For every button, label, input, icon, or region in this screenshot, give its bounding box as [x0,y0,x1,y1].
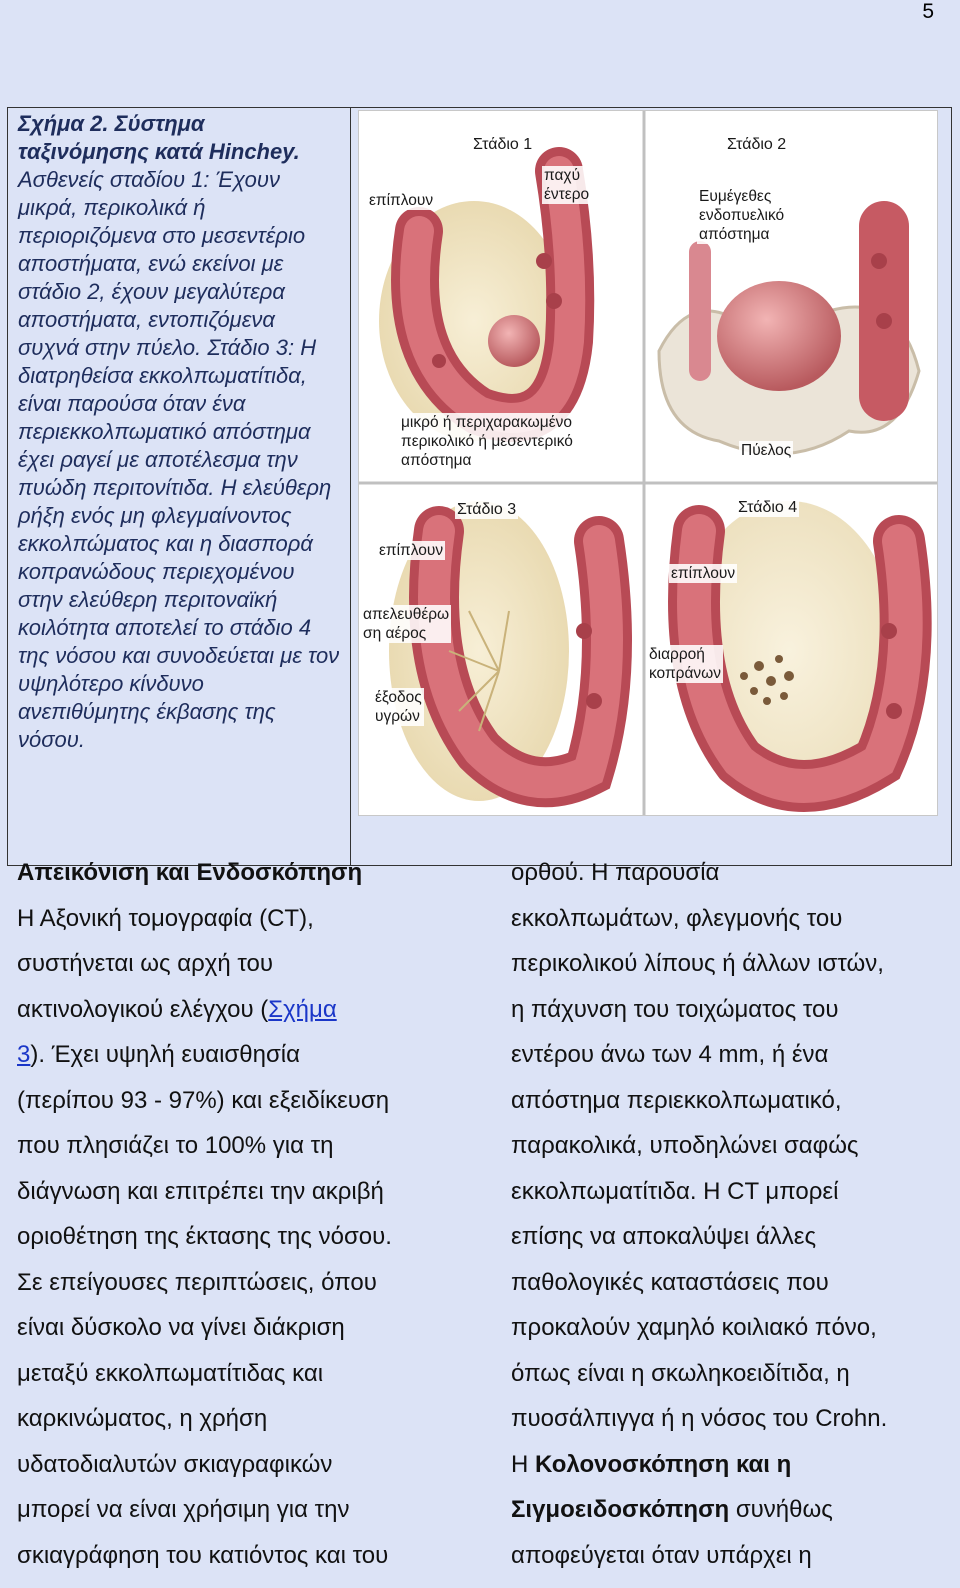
hinchey-illustration [358,110,938,816]
omentum-label: επίπλουν [369,192,434,209]
feces-leak-label: διαρροή κοπράνων [649,646,722,682]
text-line: απόστημα περιεκκολπωματικό, [511,1086,842,1114]
text-line: αποφεύγεται όταν υπάρχει η [511,1541,812,1569]
text-line: οριοθέτηση της έκτασης της νόσου. [17,1223,392,1250]
text-line: Η Αξονική τομογραφία (CT), [17,904,314,932]
text-line: καρκινώματος, η χρήση [17,1405,268,1432]
text-line: όπως είναι η σκωληκοειδίτιδα, η [511,1359,850,1387]
text-line: μπορεί να είναι χρήσιμη για την [17,1496,350,1523]
text-line: μεταξύ εκκολπωματίτιδας και [17,1359,324,1387]
text-segment: συνήθως [729,1496,833,1523]
text-segment: ακτινολογικού ελέγχου ( [17,995,269,1023]
bold-term: Σιγμοειδοσκόπηση [511,1496,730,1523]
text-line: υδατοδιαλυτών σκιαγραφικών [17,1450,333,1478]
text-line: είναι δύσκολο να γίνει διάκριση [17,1314,345,1341]
text-line: περικολικού λίπους ή άλλων ιστών, [511,950,884,977]
text-line: εκκολπωμάτων, φλεγμονής του [511,904,843,932]
text-line: η πάχυνση του τοιχώματος του [511,995,839,1023]
page-number: 5 [922,0,934,23]
text-line: σκιαγράφηση του κατιόντος και του [17,1541,389,1569]
fluid-exit-label: έξοδος υγρών [375,689,422,725]
figure-3-link[interactable]: Σχήμα [268,995,337,1023]
text-line: Σε επείγουσες περιπτώσεις, όπου [17,1268,377,1296]
left-column [17,850,392,1578]
stage2-label: Στάδιο 2 [727,136,787,153]
text-line: διάγνωση και επιτρέπει την ακριβή [17,1177,384,1205]
figure-caption [18,110,340,754]
text-line: παθολογικές καταστάσεις που [511,1268,829,1296]
text-line [17,987,392,1033]
text-segment: Η [511,1450,535,1478]
stage3-label: Στάδιο 3 [457,501,517,518]
omentum-label: επίπλουν [671,565,736,582]
text-line: εκκολπωματίτιδα. Η CT μπορεί [511,1177,839,1205]
text-line: συστήνεται ως αρχή του [17,950,274,977]
colon-label: παχύ έντερο [544,167,590,203]
small-abscess-label: μικρό ή περιχαρακωμένο περικολικό ή μεσεντερικό απόστημα [401,414,573,469]
text-line [511,1442,887,1488]
text-line: ορθού. Η παρουσία [511,859,720,886]
text-line [17,1032,392,1078]
large-abscess-label: Ευμέγεθες ενδοπυελικό απόστημα [699,188,785,243]
table-divider [350,108,351,865]
free-air-label: απελευθέρω ση αέρος [363,606,450,642]
text-line: παρακολικά, υποδηλώνει σαφώς [511,1132,859,1159]
bold-term: Κολονοσκόπηση και η [535,1450,792,1478]
omentum-label: επίπλουν [379,542,444,559]
right-column [511,850,887,1578]
caption-text: Ασθενείς σταδίου 1: Έχουν μικρά, περικολικά ή περιοριζόμενα στο μεσεντέριο αποστήματα, ενώ εκείνοι με στάδιο 2, έχουν μεγαλύτερα αποστήματα, εντοπιζόμενα συχνά στην πύελο. Στάδιο 3: Η διατρηθείσα εκκολπωματίτιδα, είναι παρούσα όταν ένα περιεκκολπωματικό απόστημα έχει ραγεί με αποτέλεσμα την πυώδη περιτονίτιδα. Η ελεύθερη ρήξη ενός μη φλεγμαίνοντος εκκολπώματος και η διασπορά κοπρανώδους περιεχομένου στην ελεύθερη περιτοναϊκή κοιλότητα αποτελεί το στάδιο 4 της νόσου και συνοδεύεται με τον υψηλότερο κίνδυνο ανεπιθύμητης έκβασης της νόσου. [18,167,340,752]
text-line: πυοσάλπιγγα ή η νόσος του Crohn. [511,1405,888,1432]
stage1-panel [379,171,570,441]
text-segment: ). Έχει υψηλή ευαισθησία [30,1041,300,1068]
text-line: προκαλούν χαμηλό κοιλιακό πόνο, [511,1314,877,1341]
stage4-label: Στάδιο 4 [738,499,798,516]
pelvis-label: Πύελος [741,442,792,459]
text-line [511,1487,887,1533]
figure-3-link-number[interactable]: 3 [17,1041,31,1068]
text-line: επίσης να αποκαλύψει άλλες [511,1223,817,1250]
section-heading: Απεικόνιση και Ενδοσκόπηση [17,859,363,886]
stage1-label: Στάδιο 1 [473,136,533,153]
text-line: που πλησιάζει το 100% για τη [17,1132,334,1159]
text-line: εντέρου άνω των 4 mm, ή ένα [511,1041,829,1068]
caption-title: Σχήμα 2. Σύστημα ταξινόμησης κατά Hinchey. [18,111,300,164]
text-line: (περίπου 93 - 97%) και εξειδίκευση [17,1086,390,1114]
